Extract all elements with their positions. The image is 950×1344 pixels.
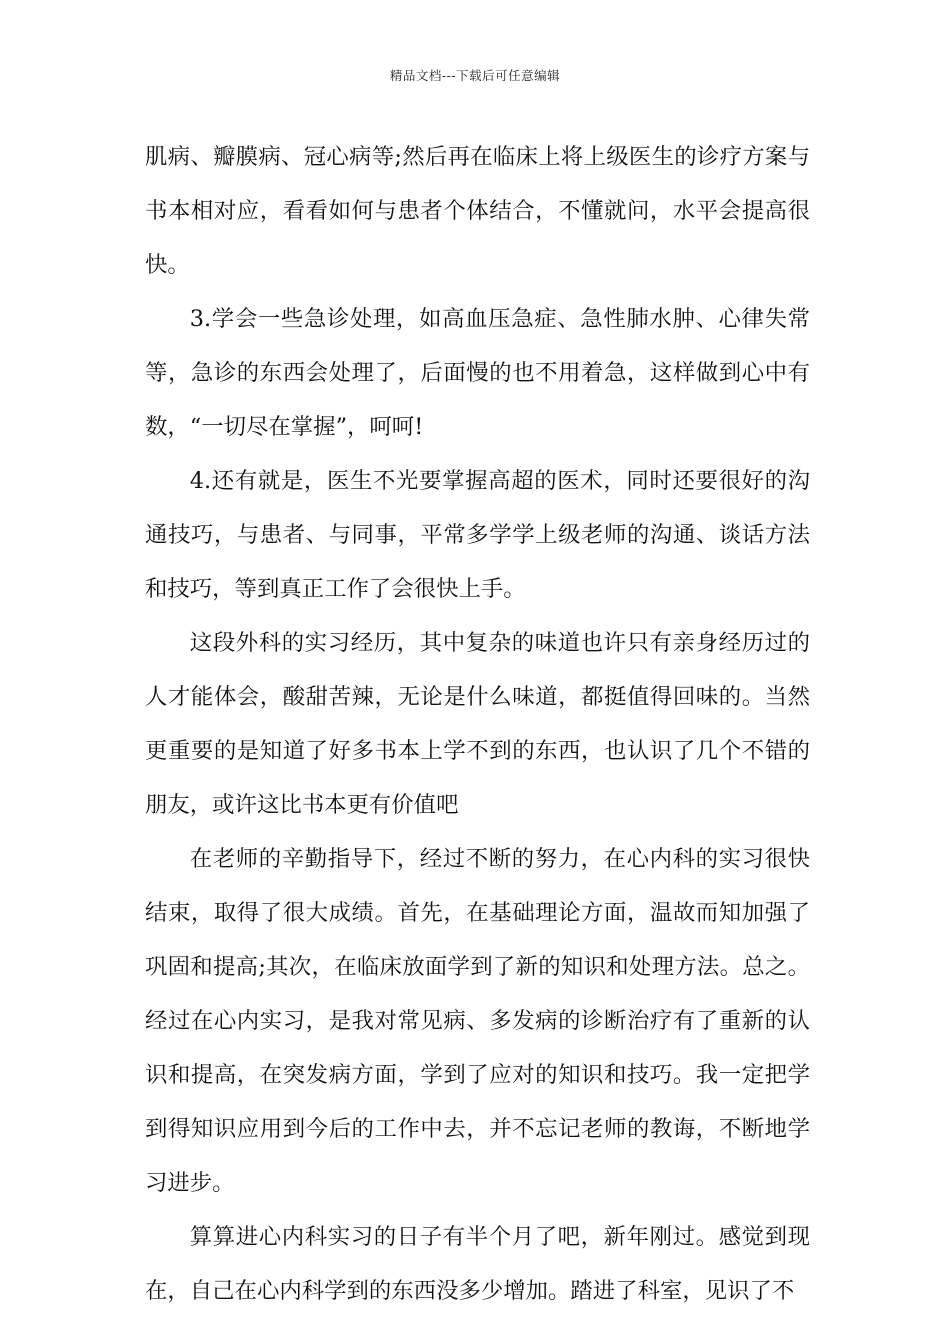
paragraph-continuation: 肌病、瓣膜病、冠心病等;然后再在临床上将上级医生的诊疗方案与书本相对应，看看如何与患者个体结合，不懂就问，水平会提高很快。 [145,144,810,278]
paragraph-communication-skills: 4.还有就是，医生不光要掌握高超的医术，同时还要很好的沟通技巧，与患者、与同事，平常多学学上级老师的沟通、谈话方法和技巧，等到真正工作了会很快上手。 [145,468,810,602]
paragraph-half-month: 算算进心内科实习的日子有半个月了吧，新年刚过。感觉到现在，自己在心内科学到的东西没多少增加。踏进了科室，见识了不 [145,1224,810,1304]
page-header: 精品文档---下载后可任意编辑 [389,68,561,83]
document-body [145,130,810,1318]
paragraph-surgery-experience: 这段外科的实习经历，其中复杂的味道也许只有亲身经历过的人才能体会，酸甜苦辣，无论是什么味道，都挺值得回味的。当然更重要的是知道了好多书本上学不到的东西，也认识了几个不错的朋友，或许这比书本更有价值吧 [145,630,810,818]
paragraph-emergency-handling: 3.学会一些急诊处理，如高血压急症、急性肺水肿、心律失常等，急诊的东西会处理了，后面慢的也不用着急，这样做到心中有数，“一切尽在掌握”，呵呵! [145,306,810,440]
paragraph-cardiology-summary: 在老师的辛勤指导下，经过不断的努力，在心内科的实习很快结束，取得了很大成绩。首先，在基础理论方面，温故而知加强了巩固和提高;其次，在临床放面学到了新的知识和处理方法。总之。经过在心内实习，是我对常见病、多发病的诊断治疗有了重新的认识和提高，在突发病方面，学到了应对的知识和技巧。我一定把学到得知识应用到今后的工作中去，并不忘记老师的教诲，不断地学习进步。 [145,846,810,1196]
